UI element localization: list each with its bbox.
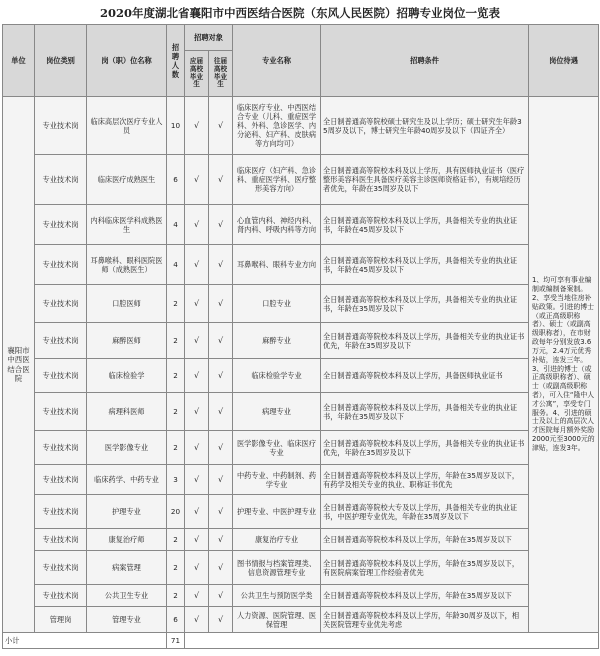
position-cell: 临床检验学: [87, 359, 167, 393]
target-fresh-check: √: [185, 245, 209, 285]
conditions-cell: 全日制普通高等院校硕士研究生及以上学历；硕士研究生年龄35周岁及以下，博士研究生年龄40周岁及以下（四证齐全）: [321, 97, 529, 155]
table-row: [3, 465, 599, 495]
category-cell: 专业技术岗: [35, 285, 87, 323]
position-cell: 麻醉医师: [87, 323, 167, 359]
position-cell: 临床高层次医疗专业人员: [87, 97, 167, 155]
target-previous-check: √: [209, 495, 233, 529]
treatment-cell: 1、均可享有事业编制或编制备案制。2、享受当地住房补贴政策。引进的博士（或正高级职称者）、硕士（或副高级职称者），在市财政每年分别发放3.6万元，2.4万元优秀补贴，连发三年。3、引进的博士（或正高级职称者）、硕士（或副高级职称者），可入住“隆中人才公寓”，享受专门服务。4、引进的硕士及以上的高层次人才医院每月额外奖励2000元至3000元的津贴，连发3年。: [529, 97, 599, 633]
count-cell: 2: [167, 585, 185, 607]
position-cell: 病理科医师: [87, 393, 167, 431]
major-cell: 康复治疗专业: [233, 529, 321, 551]
table-row: [3, 285, 599, 323]
major-cell: 麻醉专业: [233, 323, 321, 359]
target-fresh-check: √: [185, 393, 209, 431]
table-row: [3, 245, 599, 285]
target-previous-check: √: [209, 359, 233, 393]
count-cell: 2: [167, 285, 185, 323]
major-cell: 图书情报与档案管理类、信息资源管理专业: [233, 551, 321, 585]
category-cell: 专业技术岗: [35, 245, 87, 285]
target-previous-check: √: [209, 529, 233, 551]
conditions-cell: 全日制普通高等院校本科及以上学历，具备相关专业的执业证书，年龄在45周岁及以下: [321, 245, 529, 285]
category-cell: 专业技术岗: [35, 585, 87, 607]
conditions-cell: 全日制普通高等院校本科及以上学历，具备相关专业的执业证书优先，年龄在35周岁及以下: [321, 323, 529, 359]
major-cell: 临床医疗（妇产科、急诊科、重症医学科、医疗整形美容方向）: [233, 155, 321, 205]
conditions-cell: 全日制普通高等院校本科及以上学历，年龄在35周岁及以下: [321, 529, 529, 551]
table-row: [3, 205, 599, 245]
target-previous-check: √: [209, 245, 233, 285]
position-cell: 病案管理: [87, 551, 167, 585]
target-previous-check: √: [209, 465, 233, 495]
table-row: [3, 607, 599, 633]
conditions-cell: 全日制普通高等院校本科及以上学历，具有医师执业证书（医疗整形美容科医生具备医疗美容主诊医师资格证书），有规培经历者优先，年龄在35周岁及以下: [321, 155, 529, 205]
count-cell: 20: [167, 495, 185, 529]
position-cell: 内科临床医学科成熟医生: [87, 205, 167, 245]
conditions-cell: 全日制普通高等院校本科及以上学历，具备相关专业的执业证书优先，年龄在35周岁及以下: [321, 431, 529, 465]
major-cell: 临床检验学专业: [233, 359, 321, 393]
target-fresh-check: √: [185, 205, 209, 245]
category-cell: 专业技术岗: [35, 323, 87, 359]
header-category: 岗位类别: [35, 25, 87, 97]
position-cell: 临床药学、中药专业: [87, 465, 167, 495]
count-cell: 6: [167, 607, 185, 633]
table-row: [3, 155, 599, 205]
target-fresh-check: √: [185, 607, 209, 633]
category-cell: 专业技术岗: [35, 205, 87, 245]
header-target-fresh: 应届高校毕业生: [185, 51, 209, 97]
target-previous-check: √: [209, 155, 233, 205]
subtotal-empty: [185, 633, 599, 649]
count-cell: 2: [167, 359, 185, 393]
count-cell: 6: [167, 155, 185, 205]
target-previous-check: √: [209, 551, 233, 585]
category-cell: 管理岗: [35, 607, 87, 633]
conditions-cell: 全日制普通高等院校大专及以上学历，具备相关专业的执业证书，中医护理专业优先，年龄在35周岁及以下: [321, 495, 529, 529]
count-cell: 3: [167, 465, 185, 495]
target-fresh-check: √: [185, 529, 209, 551]
category-cell: 专业技术岗: [35, 465, 87, 495]
major-cell: 口腔专业: [233, 285, 321, 323]
document-title: 2020年度湖北省襄阳市中西医结合医院（东风人民医院）招聘专业岗位一览表: [99, 6, 500, 20]
header-treatment: 岗位待遇: [529, 25, 599, 97]
header-target-previous: 往届高校毕业生: [209, 51, 233, 97]
position-cell: 医学影像专业: [87, 431, 167, 465]
major-cell: 医学影像专业、临床医疗专业: [233, 431, 321, 465]
target-previous-check: √: [209, 585, 233, 607]
conditions-cell: 全日制普通高等院校本科及以上学历，具备相关专业的执业证书，年龄在35周岁及以下: [321, 393, 529, 431]
position-cell: 管理专业: [87, 607, 167, 633]
subtotal-row: [3, 633, 599, 649]
major-cell: 病理专业: [233, 393, 321, 431]
table-row: [3, 431, 599, 465]
table-row: [3, 585, 599, 607]
target-previous-check: √: [209, 431, 233, 465]
conditions-cell: 全日制普通高等院校本科及以上学历，具备相关专业的执业证书，年龄在45周岁及以下: [321, 205, 529, 245]
conditions-cell: 全日制普通高等院校本科及以上学历，具备医师执业证书: [321, 359, 529, 393]
major-cell: 人力资源、医院管理、医保管理: [233, 607, 321, 633]
unit-cell: 襄阳市中西医结合医院: [3, 97, 35, 633]
category-cell: 专业技术岗: [35, 529, 87, 551]
table-row: [3, 97, 599, 155]
category-cell: 专业技术岗: [35, 359, 87, 393]
table-row: [3, 323, 599, 359]
target-fresh-check: √: [185, 551, 209, 585]
target-fresh-check: √: [185, 585, 209, 607]
target-fresh-check: √: [185, 359, 209, 393]
conditions-cell: 全日制普通高等院校本科及以上学历，年龄在35周岁及以下: [321, 585, 529, 607]
major-cell: 护理专业、中医护理专业: [233, 495, 321, 529]
count-cell: 10: [167, 97, 185, 155]
conditions-cell: 全日制普通高等院校本科及以上学历，年龄在35周岁及以下，有药学及相关专业的执业、职称证书优先: [321, 465, 529, 495]
table-row: [3, 529, 599, 551]
category-cell: 专业技术岗: [35, 551, 87, 585]
position-cell: 公共卫生专业: [87, 585, 167, 607]
target-fresh-check: √: [185, 465, 209, 495]
conditions-cell: 全日制普通高等院校本科及以上学历，具备相关专业的执业证书，年龄在35周岁及以下: [321, 285, 529, 323]
target-fresh-check: √: [185, 431, 209, 465]
header-position: 岗（职）位名称: [87, 25, 167, 97]
conditions-cell: 全日制普通高等院校本科及以上学历，年龄在35周岁及以下，有医院病案管理工作经验者优先: [321, 551, 529, 585]
category-cell: 专业技术岗: [35, 495, 87, 529]
table-row: [3, 393, 599, 431]
target-previous-check: √: [209, 323, 233, 359]
count-cell: 2: [167, 431, 185, 465]
position-cell: 口腔医师: [87, 285, 167, 323]
target-fresh-check: √: [185, 285, 209, 323]
subtotal-label: 小计: [3, 633, 167, 649]
major-cell: 心血管内科、神经内科、肾内科、呼吸内科等方向: [233, 205, 321, 245]
conditions-cell: 全日制普通高等院校本科及以上学历，年龄30周岁及以下，相关医院管理专业优先考虑: [321, 607, 529, 633]
position-cell: 耳鼻喉科、眼科医院医师（成熟医生）: [87, 245, 167, 285]
target-fresh-check: √: [185, 155, 209, 205]
header-count: 招聘人数: [167, 25, 185, 97]
count-cell: 2: [167, 393, 185, 431]
header-conditions: 招聘条件: [321, 25, 529, 97]
table-row: [3, 359, 599, 393]
count-cell: 4: [167, 245, 185, 285]
target-previous-check: √: [209, 97, 233, 155]
category-cell: 专业技术岗: [35, 97, 87, 155]
major-cell: 临床医疗专业、中西医结合专业（儿科、重症医学科、外科、急诊医学、内分泌科、妇产科、皮肤病等方向均可）: [233, 97, 321, 155]
major-cell: 公共卫生与预防医学类: [233, 585, 321, 607]
target-previous-check: √: [209, 607, 233, 633]
header-target: 招聘对象: [185, 25, 233, 51]
target-fresh-check: √: [185, 323, 209, 359]
target-previous-check: √: [209, 393, 233, 431]
count-cell: 2: [167, 529, 185, 551]
count-cell: 2: [167, 551, 185, 585]
category-cell: 专业技术岗: [35, 393, 87, 431]
target-fresh-check: √: [185, 495, 209, 529]
category-cell: 专业技术岗: [35, 155, 87, 205]
target-previous-check: √: [209, 205, 233, 245]
target-previous-check: √: [209, 285, 233, 323]
header-major: 专业名称: [233, 25, 321, 97]
header-unit: 单位: [3, 25, 35, 97]
major-cell: 耳鼻喉科、眼科专业方向: [233, 245, 321, 285]
category-cell: 专业技术岗: [35, 431, 87, 465]
target-fresh-check: √: [185, 97, 209, 155]
table-row: [3, 551, 599, 585]
table-body: [3, 97, 599, 649]
position-cell: 康复治疗师: [87, 529, 167, 551]
subtotal-value: 71: [167, 633, 185, 649]
position-cell: 临床医疗成熟医生: [87, 155, 167, 205]
position-cell: 护理专业: [87, 495, 167, 529]
table-row: [3, 495, 599, 529]
count-cell: 4: [167, 205, 185, 245]
count-cell: 2: [167, 323, 185, 359]
major-cell: 中药专业、中药制剂、药学专业: [233, 465, 321, 495]
recruitment-table: [2, 24, 599, 649]
